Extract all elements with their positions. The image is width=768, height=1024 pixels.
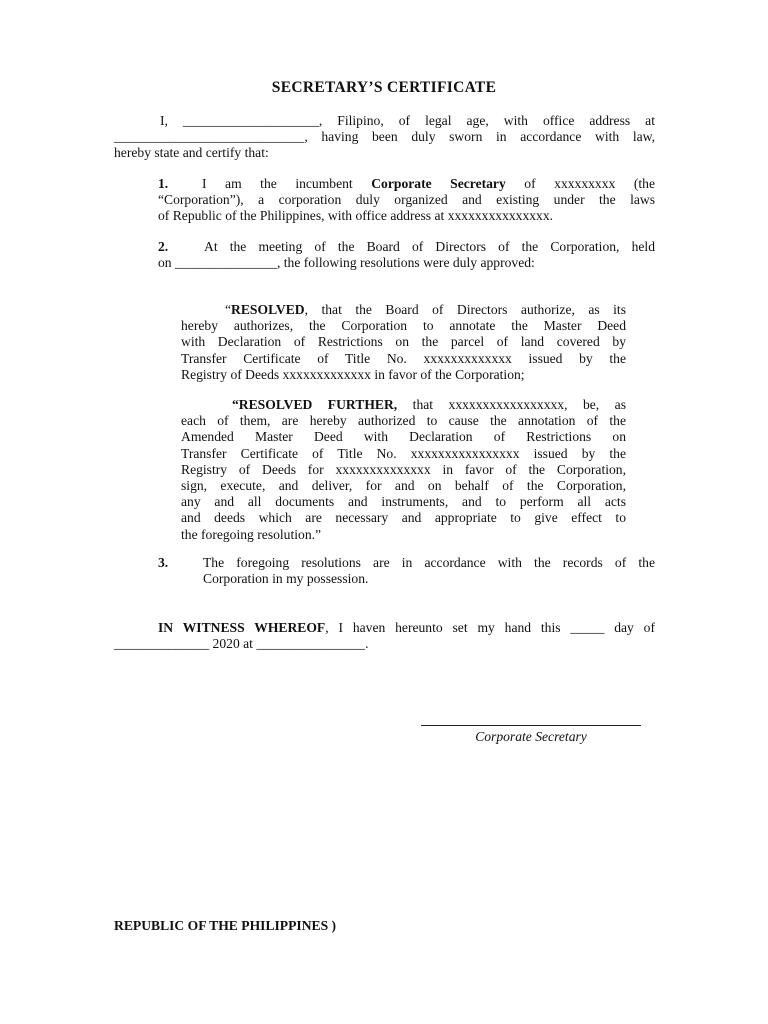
item-number: 3. [158,555,169,570]
resolution-line: Amended Master Deed with Declaration of Restrictions on [181,429,626,445]
resolution-keyword: “RESOLVED FURTHER, [232,397,398,412]
item-text: of xxxxxxxxx (the [524,176,655,191]
signature-caption: Corporate Secretary [475,729,587,744]
item-1-line: “Corporation”), a corporation duly organized and existing under the laws [158,192,655,208]
item-2-line [158,239,655,255]
witness-line: ______________ 2020 at ________________. [114,636,369,652]
resolution-line: with Declaration of Restrictions on the parcel of land covered by [181,334,626,350]
item-role: Corporate Secretary [371,176,506,191]
venue-heading: REPUBLIC OF THE PHILIPPINES ) [114,918,337,933]
witness-line [158,620,655,636]
resolution-line: the foregoing resolution.” [181,526,322,542]
item-2-line: on _______________, the following resolutions were duly approved: [158,255,535,271]
resolution-line: sign, execute, and deliver, for and on behalf of the Corporation, [181,478,626,494]
resolution-2 [181,397,626,543]
item-3 [158,555,655,587]
resolution-line: Registry of Deeds xxxxxxxxxxxxx in favor of the Corporation; [181,366,525,382]
intro-line: ____________________________, having been duly sworn in accordance with law, [114,129,655,145]
item-1 [158,176,655,225]
resolution-text: , that the Board of Directors authorize, as its [304,302,626,317]
resolution-line: each of them, are hereby authorized to cause the annotation of the [181,413,626,429]
item-number: 1. [158,176,169,191]
item-1-line: of Republic of the Philippines, with office address at xxxxxxxxxxxxxxx. [158,208,554,224]
signature-line [421,725,641,726]
document-title: SECRETARY’S CERTIFICATE [271,79,497,96]
item-text: At the meeting of the Board of Directors of the Corporation, held [204,239,655,254]
resolution-line [232,397,626,413]
resolution-line: Registry of Deeds for xxxxxxxxxxxxxx in favor of the Corporation, [181,461,626,477]
resolution-line: Transfer Certificate of Title No. xxxxxxxxxxxxx issued by the [181,350,626,366]
resolution-line: any and all documents and instruments, and to perform all acts [181,494,626,510]
item-3-line [158,555,655,571]
resolution-text: that xxxxxxxxxxxxxxxxx, be, as [397,397,626,412]
witness-keyword: IN WITNESS WHEREOF [158,620,326,635]
resolution-line: and deeds which are necessary and appropriate to give effect to [181,510,626,526]
resolution-keyword: RESOLVED [231,302,305,317]
intro-paragraph [114,113,655,162]
witness-paragraph [114,620,655,652]
item-text: The foregoing resolutions are in accordance with the records of the [203,555,655,570]
resolution-line: hereby authorizes, the Corporation to annotate the Master Deed [181,318,626,334]
resolution-1 [181,302,626,383]
intro-line: I, ____________________, Filipino, of legal age, with office address at [160,113,655,128]
resolution-line: Transfer Certificate of Title No. xxxxxxxxxxxxxxxx issued by the [181,445,626,461]
intro-line: hereby state and certify that: [114,145,269,161]
resolution-text: “ [225,302,232,317]
item-text: I am the incumbent [202,176,353,191]
item-2 [158,239,655,271]
witness-text: , I haven hereunto set my hand this _____ day of [325,620,655,635]
resolution-line [225,302,626,318]
item-3-line: Corporation in my possession. [203,571,369,587]
item-1-line [158,176,655,192]
item-number: 2. [158,239,169,254]
